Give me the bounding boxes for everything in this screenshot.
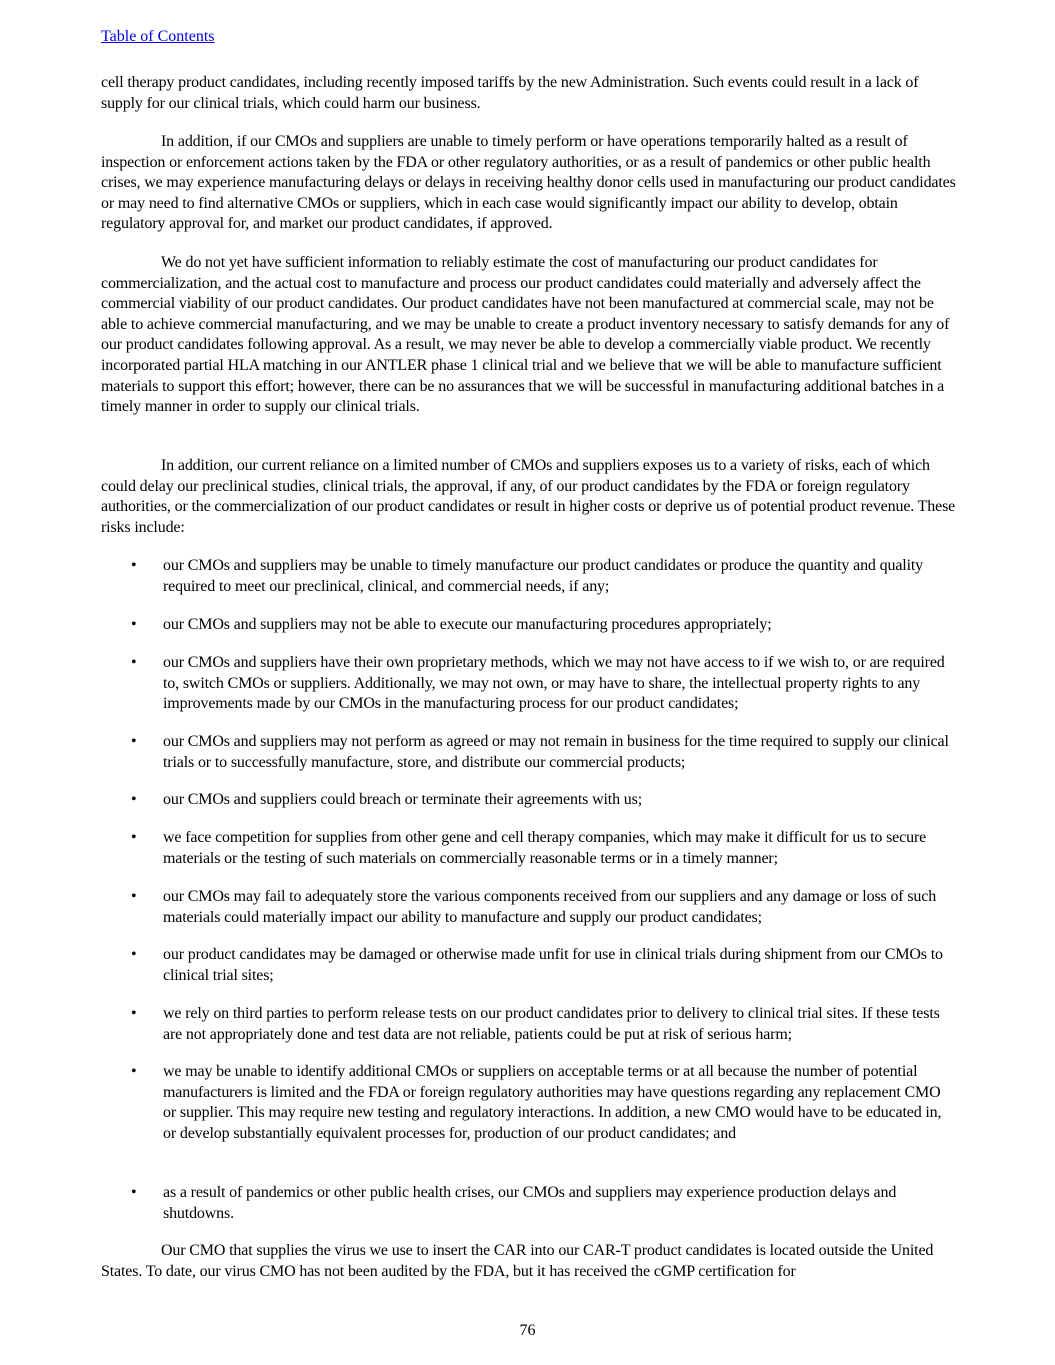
paragraph: In addition, if our CMOs and suppliers are unable to timely perform or have operations temporarily halted as a result of inspection or enforcement actions taken by the FDA or other regulatory authorities, or as a result of pandemics or other public health crises, we may experience manufacturing delays or delays in receiving healthy donor cells used in manufacturing our product candidates or may need to find alternative CMOs or suppliers, which in each case would significantly impact our ability to develop, obtain regulatory approval for, and market our product candidates, if approved. — [101, 133, 956, 233]
page-number: 76 — [519, 1322, 536, 1339]
list-item — [101, 653, 957, 715]
list-item-text: we may be unable to identify additional CMOs or suppliers on acceptable terms or at all because the number of potential manufacturers is limited and the FDA or foreign regulatory authorities may have questions regarding any replacement CMO or supplier. This may require new testing and regulatory interactions. In addition, a new CMO would have to be educated in, or develop substantially equivalent processes for, production of our product candidates; and — [163, 1063, 942, 1142]
bullet: • — [131, 1005, 137, 1022]
list-item-text: our CMOs may fail to adequately store the various components received from our suppliers and any damage or loss of such materials could materially impact our ability to manufacture and supply our product candidates; — [163, 888, 937, 926]
table-of-contents-link[interactable]: Table of Contents — [101, 28, 215, 45]
list-item-text: our CMOs and suppliers may be unable to timely manufacture our product candidates or produce the quantity and quality required to meet our preclinical, clinical, and commercial needs, if any; — [163, 557, 924, 595]
list-item — [101, 887, 957, 928]
list-item — [101, 615, 957, 636]
list-item-text: our CMOs and suppliers have their own proprietary methods, which we may not have access to if we wish to, or are required to, switch CMOs or suppliers. Additionally, we may not own, or may have to share, the intellectual property rights to any improvements made by our CMOs in the manufacturing process for our product candidates; — [163, 654, 945, 713]
bullet: • — [131, 557, 137, 574]
bullet: • — [131, 888, 137, 905]
bullet: • — [131, 791, 137, 808]
list-item-text: as a result of pandemics or other public health crises, our CMOs and suppliers may experience production delays and shutdowns. — [163, 1184, 897, 1222]
list-item — [101, 1183, 957, 1224]
list-item-text: our product candidates may be damaged or otherwise made unfit for use in clinical trials during shipment from our CMOs to clinical trial sites; — [163, 946, 943, 984]
list-item — [101, 828, 957, 869]
list-item-text: our CMOs and suppliers may not perform as agreed or may not remain in business for the time required to supply our clinical trials or to successfully manufacture, store, and distribute our commercial products; — [163, 733, 949, 771]
paragraph: In addition, our current reliance on a limited number of CMOs and suppliers exposes us to a variety of risks, each of which could delay our preclinical studies, clinical trials, the approval, if any, of our product candidates by the FDA or foreign regulatory authorities, or the commercialization of our product candidates or result in higher costs or deprive us of potential product revenue. These risks include: — [101, 457, 956, 536]
bullet: • — [131, 1184, 137, 1201]
list-item — [101, 1062, 957, 1144]
bullet: • — [131, 733, 137, 750]
list-item-text: our CMOs and suppliers could breach or terminate their agreements with us; — [163, 791, 642, 808]
bullet: • — [131, 829, 137, 846]
paragraph: We do not yet have sufficient information to reliably estimate the cost of manufacturing our product candidates for commercialization, and the actual cost to manufacture and process our product candidates could materially and adversely affect the commercial viability of our product candidates. Our product candidates have not been manufactured at commercial scale, may not be able to achieve commercial manufacturing, and we may be unable to create a product inventory necessary to satisfy demands for any of our product candidates following approval. As a result, we may never be able to develop a commercially viable product. We recently incorporated partial HLA matching in our ANTLER phase 1 clinical trial and we believe that we will be able to manufacture sufficient materials to support this effort; however, there can be no assurances that we will be successful in manufacturing additional batches in a timely manner in order to supply our clinical trials. — [101, 254, 950, 416]
bullet: • — [131, 654, 137, 671]
list-item — [101, 556, 957, 597]
list-item-text: we rely on third parties to perform release tests on our product candidates prior to delivery to clinical trial sites. If these tests are not appropriately done and test data are not reliable, patients could be put at risk of serious harm; — [163, 1005, 940, 1043]
list-item — [101, 790, 957, 811]
list-item — [101, 732, 957, 773]
list-item-text: we face competition for supplies from other gene and cell therapy companies, which may make it difficult for us to secure materials or the testing of such materials on commercially reasonable terms or in a timely manner; — [163, 829, 927, 867]
list-item — [101, 945, 957, 986]
list-item — [101, 1004, 957, 1045]
bullet: • — [131, 616, 137, 633]
bullet: • — [131, 1063, 137, 1080]
list-item-text: our CMOs and suppliers may not be able to execute our manufacturing procedures appropriately; — [163, 616, 772, 633]
bullet: • — [131, 946, 137, 963]
paragraph: Our CMO that supplies the virus we use to insert the CAR into our CAR-T product candidates is located outside the United States. To date, our virus CMO has not been audited by the FDA, but it has received the cGMP certification for — [101, 1242, 934, 1280]
paragraph: cell therapy product candidates, including recently imposed tariffs by the new Administration. Such events could result in a lack of supply for our clinical trials, which could harm our business. — [101, 74, 919, 112]
